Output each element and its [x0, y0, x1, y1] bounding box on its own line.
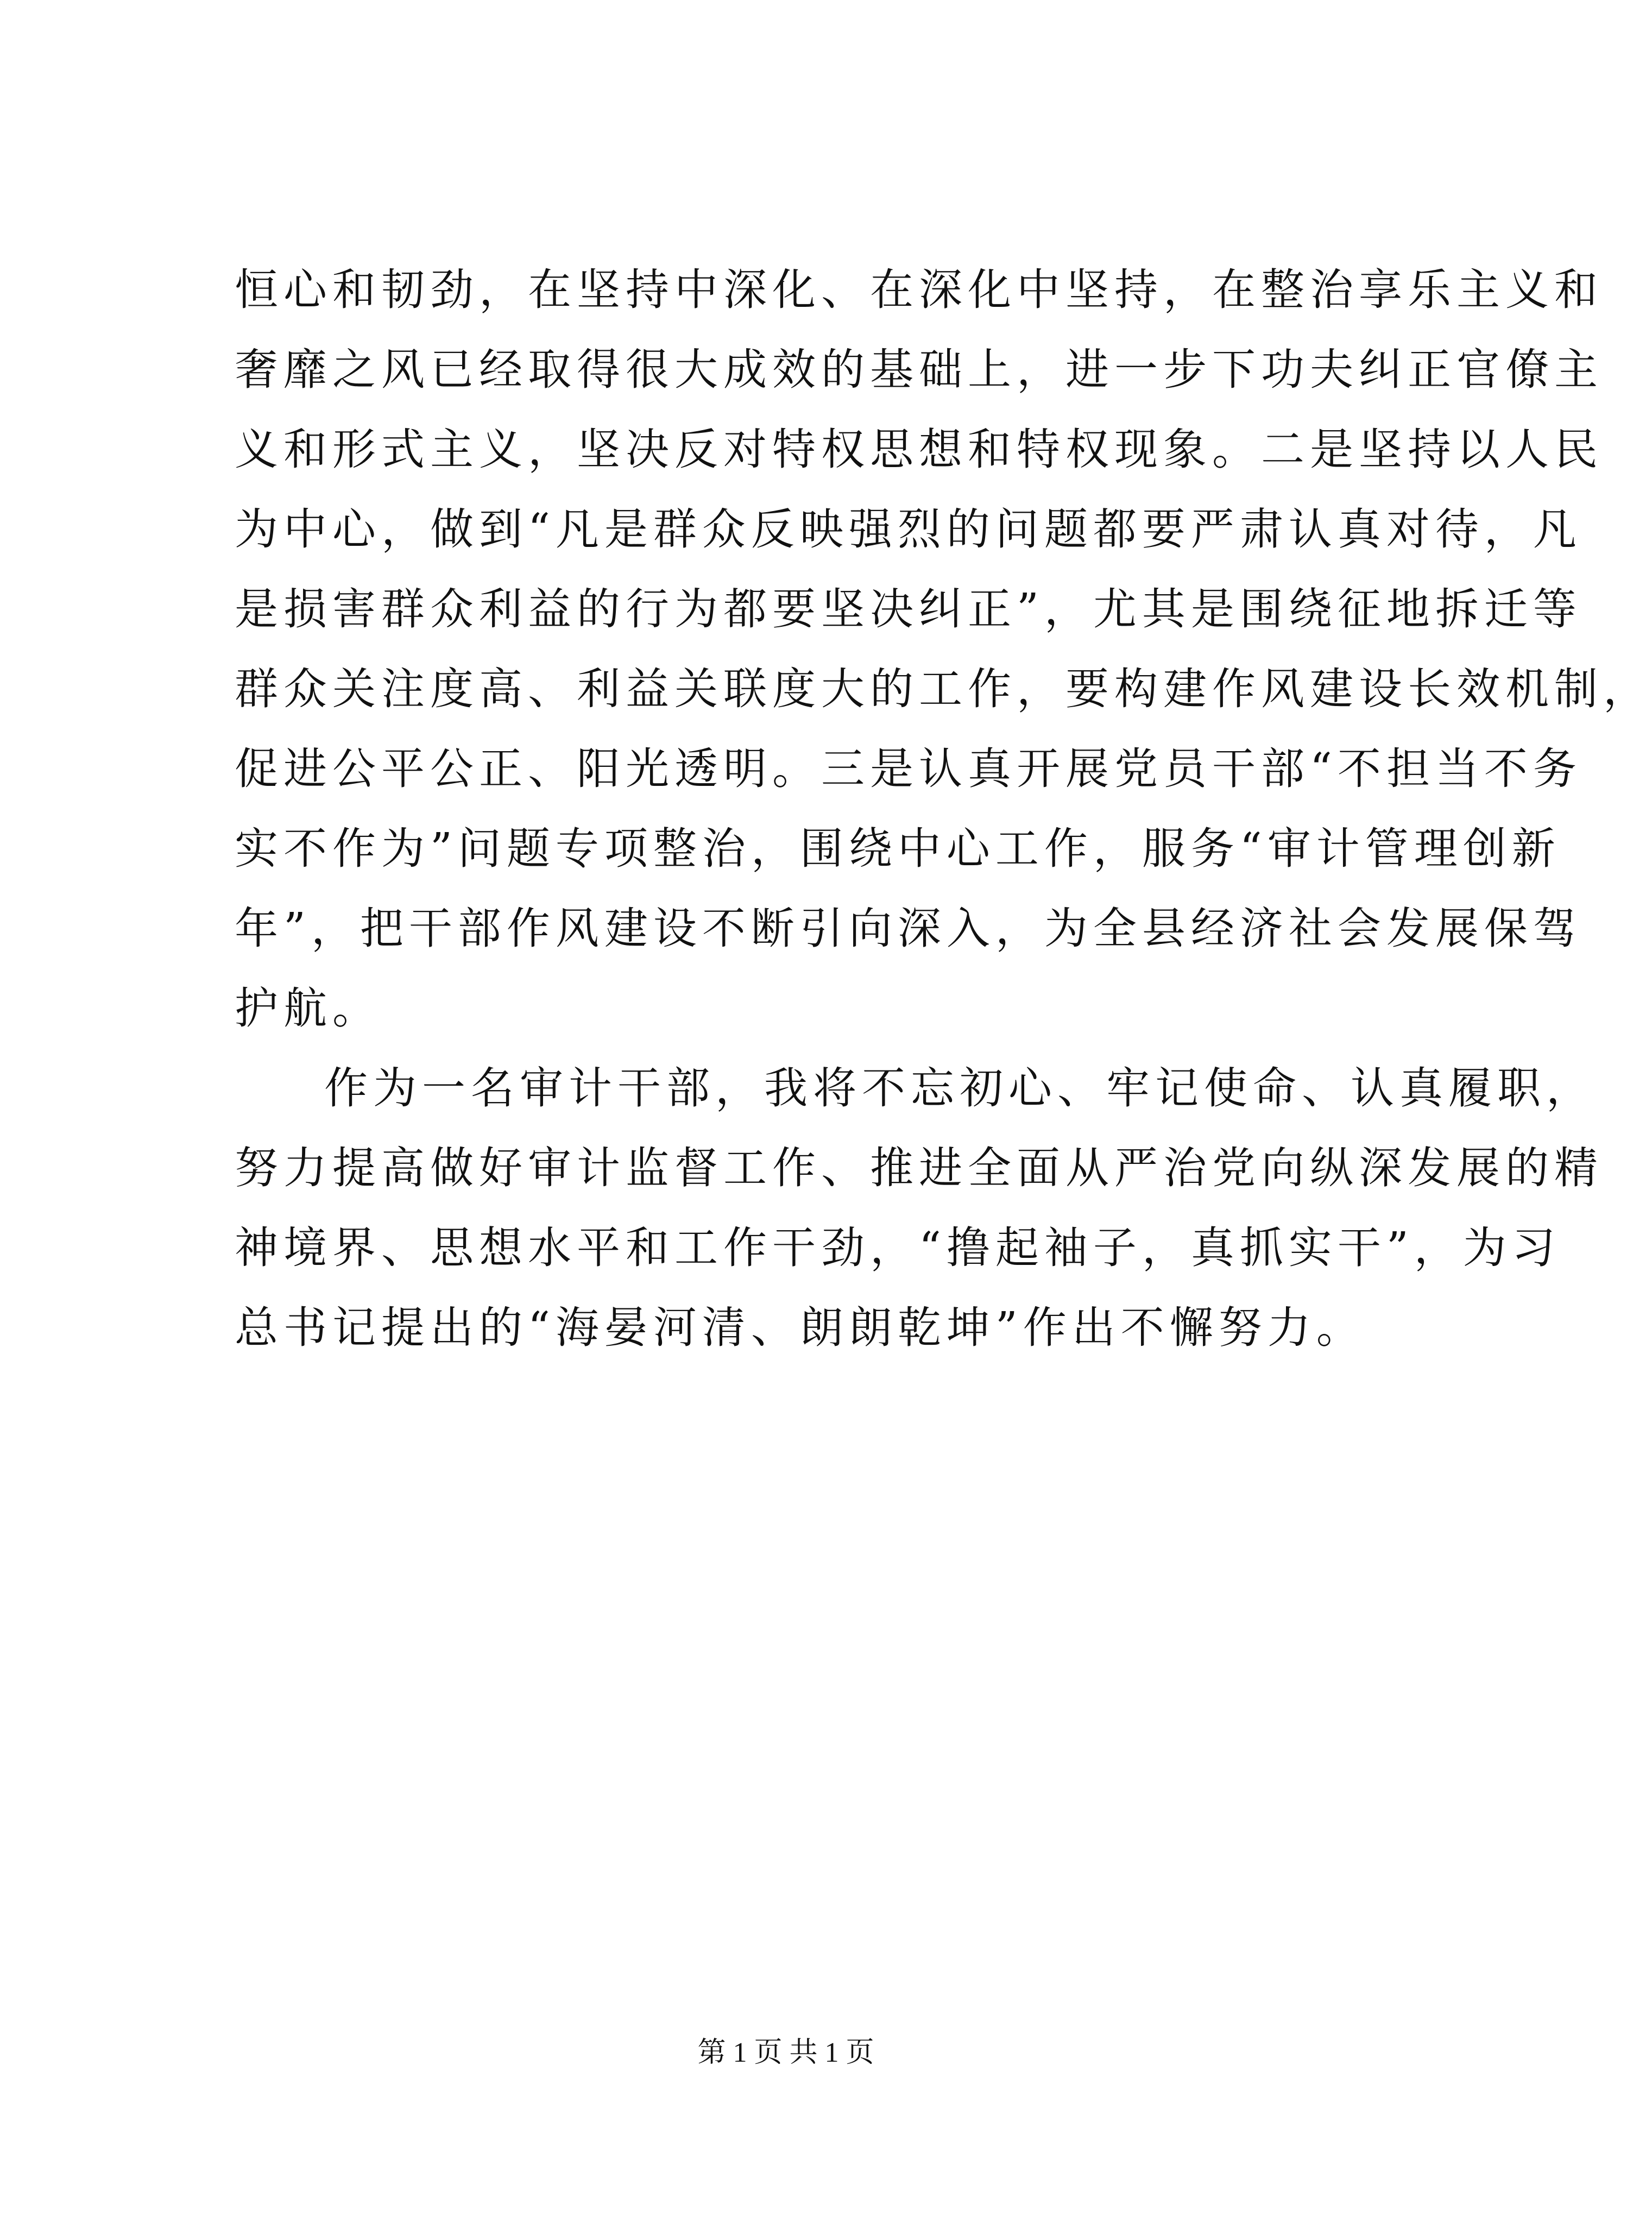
text-line: 总书记提出的“海晏河清、朗朗乾坤”作出不懈努力。: [235, 1302, 1365, 1353]
text-line: 恒心和韧劲，在坚持中深化、在深化中坚持，在整治享乐主义和: [235, 265, 1603, 315]
text-line: 努力提高做好审计监督工作、推进全面从严治党向纵深发展的精: [235, 1143, 1603, 1193]
paragraph-2: [235, 1048, 1603, 1368]
text-line: 神境界、思想水平和工作干劲，“撸起袖子，真抓实干”，为习: [235, 1223, 1561, 1273]
text-line: 作为一名审计干部，我将不忘初心、牢记使命、认真履职，: [324, 1063, 1595, 1113]
page-number: 第 1 页 共 1 页: [697, 2037, 874, 2068]
page-footer: [0, 2034, 1572, 2072]
document-body: [235, 250, 1652, 1368]
text-line: 奢靡之风已经取得很大成效的基础上，进一步下功夫纠正官僚主: [235, 344, 1603, 395]
text-line: 促进公平公正、阳光透明。三是认真开展党员干部“不担当不务: [235, 744, 1582, 794]
text-line: 护航。: [235, 983, 381, 1034]
paragraph-1: [235, 250, 1652, 1048]
text-line: 义和形式主义，坚决反对特权思想和特权现象。二是坚持以人民: [235, 424, 1603, 475]
text-line: 年”，把干部作风建设不断引向深入，为全县经济社会发展保驾: [235, 903, 1582, 954]
text-line: 群众关注度高、利益关联度大的工作，要构建作风建设长效机制，: [235, 664, 1652, 714]
text-line: 是损害群众利益的行为都要坚决纠正”，尤其是围绕征地拆迁等: [235, 584, 1582, 634]
text-line: 实不作为”问题专项整治，围绕中心工作，服务“审计管理创新: [235, 823, 1561, 874]
text-line: 为中心，做到“凡是群众反映强烈的问题都要严肃认真对待，凡: [235, 504, 1582, 555]
